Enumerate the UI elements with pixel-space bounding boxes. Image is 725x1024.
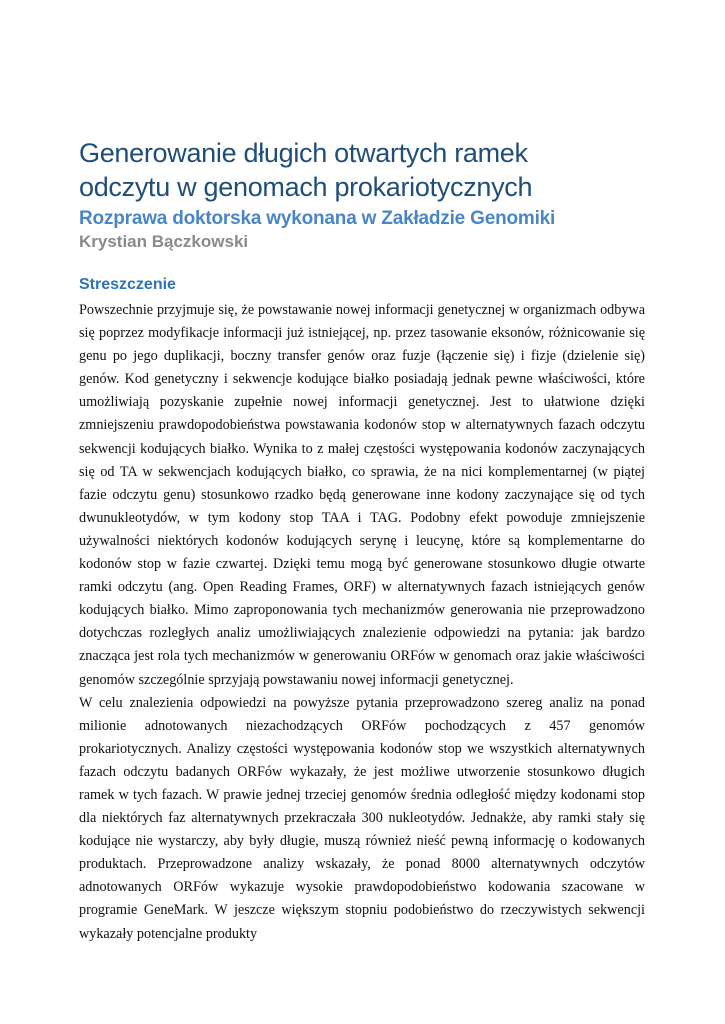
abstract-paragraph-1: Powszechnie przyjmuje się, że powstawanie nowej informacji genetycznej w organizmach odbywa się poprzez modyfikacje informacji już istniejącej, np. przez tasowanie eksonów, różnicowanie się genu po jego duplikacji, boczny transfer genów oraz fuzje (łączenie się) i fizje (dzielenie się) genów. Kod genetyczny i sekwencje kodujące białko posiadają jednak pewne właściwości, które umożliwiają pozyskanie zupełnie nowej informacji genetycznej. Jest to ułatwione dzięki zmniejszeniu prawdopodobieństwa powstawania kodonów stop w alternatywnych fazach odczytu sekwencji kodujących białko. Wynika to z małej częstości występowania kodonów zaczynających się od TA w sekwencjach kodujących białko, co sprawia, że na nici komplementarnej (w piątej fazie odczytu genu) stosunkowo rzadko będą generowane inne kodony zaczynające się od tych dwunukleotydów, w tym kodony stop TAA i TAG. Podobny efekt powoduje zmniejszenie używalności niektórych kodonów kodujących serynę i leucynę, które są komplementarne do kodonów stop w fazie czwartej. Dzięki temu mogą być generowane stosunkowo długie otwarte ramki odczytu (ang. Open Reading Frames, ORF) w alternatywnych fazach istniejących genów kodujących białko. Mimo zaproponowania tych mechanizmów generowania nie przeprowadzono dotychczas rozległych analiz umożliwiających znalezienie odpowiedzi na pytania: jak bardzo znacząca jest rola tych mechanizmów w generowaniu ORFów w genomach oraz jakie właściwości genomów szczególnie sprzyjają powstawaniu nowej informacji genetycznej. bbox=[79, 302, 645, 688]
document-title bbox=[79, 136, 645, 204]
title-line-2: odczytu w genomach prokariotycznych bbox=[79, 172, 533, 202]
abstract-paragraph-2: W celu znalezienia odpowiedzi na powyższe pytania przeprowadzono szereg analiz na ponad milionie adnotowanych niezachodzących ORFów pochodzących z 457 genomów prokariotycznych. Analizy częstości występowania kodonów stop we wszystkich alternatywnych fazach odczytu badanych ORFów wykazały, że jest możliwe utworzenie stosunkowo długich ramek w tych fazach. W prawie jednej trzeciej genomów średnia odległość między kodonami stop dla niektórych faz alternatywnych przekraczała 300 nukleotydów. Jednakże, aby ramki stały się kodujące nie wystarczy, aby były długie, muszą również nieść pewną informację o kodowanych produktach. Przeprowadzone analizy wskazały, że ponad 8000 alternatywnych odczytów adnotowanych ORFów wykazuje wysokie prawdopodobieństwo kodowania szacowane w programie GeneMark. W jeszcze większym stopniu podobieństwo do rzeczywistych sekwencji wykazały potencjalne produkty bbox=[79, 694, 645, 942]
author-name: Krystian Bączkowski bbox=[79, 232, 249, 251]
document-subtitle: Rozprawa doktorska wykonana w Zakładzie Genomiki bbox=[79, 208, 556, 229]
document-page bbox=[79, 136, 645, 946]
title-line-1: Generowanie długich otwartych ramek bbox=[79, 138, 528, 168]
section-heading-abstract: Streszczenie bbox=[79, 276, 176, 293]
